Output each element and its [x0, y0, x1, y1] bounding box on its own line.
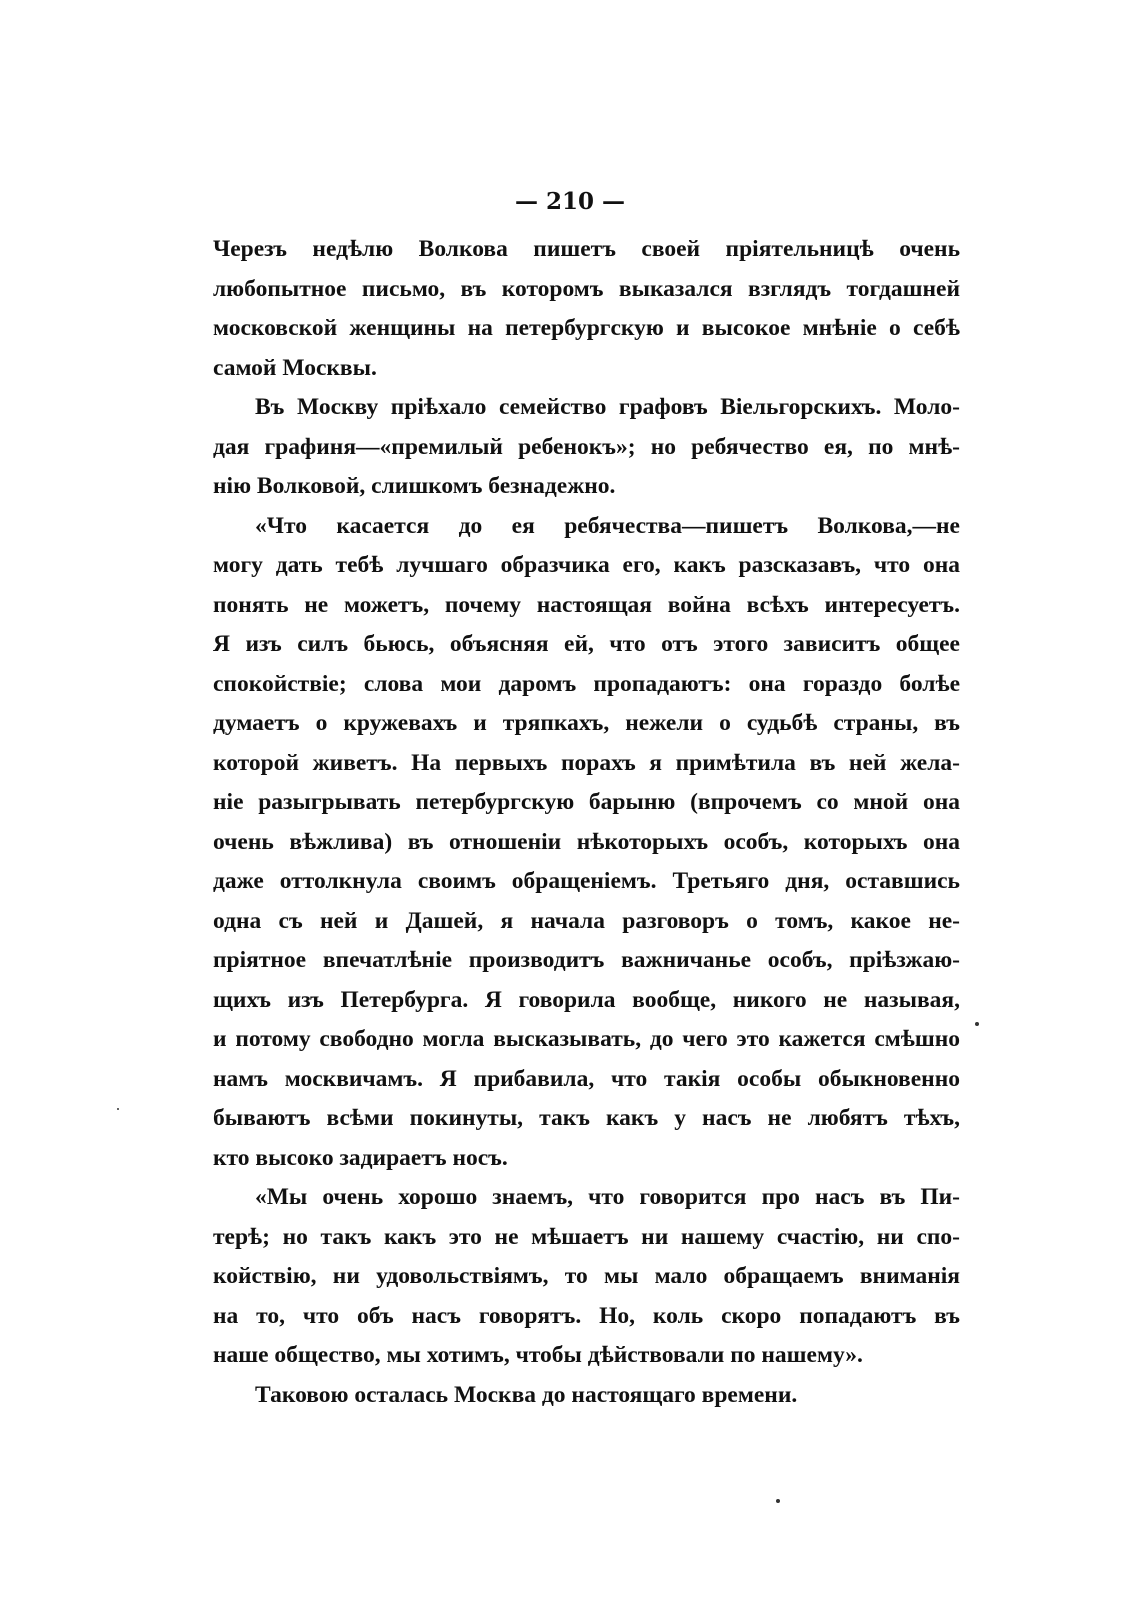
- text-line: очень вѣжлива) въ отношеніи нѣкоторыхъ особъ, которыхъ она: [213, 828, 960, 855]
- text-line: Въ Москву пріѣхало семейство графовъ Віельгорскихъ. Моло-: [255, 394, 960, 420]
- page-number: — 210 —: [514, 188, 626, 215]
- text-line: ніе разыгрывать петербургскую барыню (впрочемъ со мной она: [213, 789, 960, 815]
- text-line: московской женщины на петербургскую и высокое мнѣніе о себѣ: [213, 315, 960, 341]
- text-line: пріятное впечатлѣніе производитъ важничанье особъ, пріѣзжаю-: [213, 947, 960, 973]
- speck: [975, 1022, 979, 1026]
- text-line: Я изъ силъ бьюсь, объясняя ей, что отъ этого зависитъ общее: [213, 631, 960, 657]
- text-line: любопытное письмо, въ которомъ выказался взглядъ тогдашней: [213, 275, 960, 302]
- text-line: нію Волковой, слишкомъ безнадежно.: [213, 473, 616, 499]
- text-line: намъ москвичамъ. Я прибавила, что такія особы обыкновенно: [213, 1065, 960, 1092]
- text-line: терѣ; но такъ какъ это не мѣшаетъ ни нашему счастію, ни спо-: [213, 1223, 960, 1250]
- text-line: кто высоко задираетъ носъ.: [213, 1144, 508, 1171]
- text-line: «Что касается до ея ребячества—пишетъ Волкова,—не: [255, 512, 960, 539]
- text-line: койствію, ни удовольствіямъ, то мы мало обращаемъ вниманія: [213, 1263, 960, 1289]
- text-line: самой Москвы.: [213, 354, 377, 381]
- text-line: спокойствіе; слова мои даромъ пропадаютъ: она гораздо болѣе: [213, 670, 960, 697]
- text-line: которой живетъ. На первыхъ порахъ я примѣтила въ ней жела-: [213, 749, 960, 776]
- text-line: Таковою осталась Москва до настоящаго времени.: [255, 1381, 798, 1408]
- text-line: дая графиня—«премилый ребенокъ»; но ребячество ея, по мнѣ-: [213, 433, 960, 460]
- text-line: на то, что объ насъ говорятъ. Но, коль скоро попадаютъ въ: [213, 1302, 960, 1329]
- text-line: щихъ изъ Петербурга. Я говорила вообще, никого не называя,: [213, 986, 960, 1013]
- body-text: [213, 230, 960, 1415]
- text-line: даже оттолкнула своимъ обращеніемъ. Третьяго дня, оставшись: [213, 868, 960, 894]
- text-line: бываютъ всѣми покинуты, такъ какъ у насъ не любятъ тѣхъ,: [213, 1105, 960, 1131]
- text-line: Черезъ недѣлю Волкова пишетъ своей пріятельницѣ очень: [213, 236, 960, 262]
- text-line: думаетъ о кружевахъ и тряпкахъ, нежели о судьбѣ страны, въ: [213, 710, 960, 736]
- text-line: «Мы очень хорошо знаемъ, что говорится про насъ въ Пи-: [255, 1184, 960, 1210]
- text-line: и потому свободно могла высказывать, до чего это кажется смѣшно: [213, 1026, 960, 1052]
- speck: [117, 1108, 119, 1110]
- text-line: могу дать тебѣ лучшаго образчика его, какъ разсказавъ, что она: [213, 552, 960, 578]
- text-line: понять не можетъ, почему настоящая война всѣхъ интересуетъ.: [213, 591, 960, 618]
- text-line: одна съ ней и Дашей, я начала разговоръ о томъ, какое не-: [213, 907, 960, 934]
- speck: [776, 1499, 780, 1503]
- text-line: наше общество, мы хотимъ, чтобы дѣйствовали по нашему».: [213, 1342, 863, 1368]
